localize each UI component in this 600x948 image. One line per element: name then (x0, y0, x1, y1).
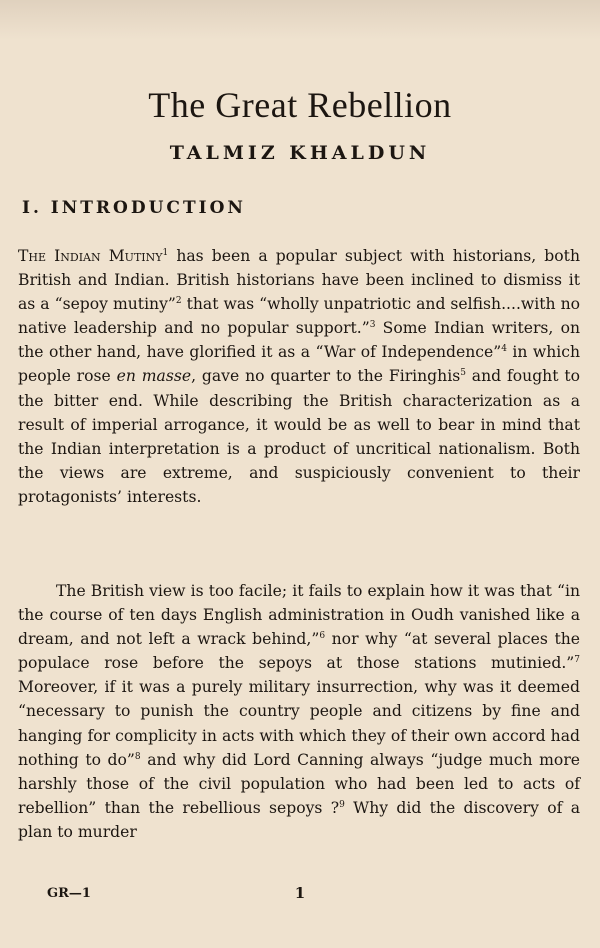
footnote-marker: 6 (319, 631, 326, 641)
body-text: and fought to the bitter end. While describing the British characterization as a result of imperial arrogance, it would be as well to bear in mind that the Indian interpretation is a product of uncritical nationalism. Both the views are extreme, and suspiciously convenient to their protagonists’ interests. (18, 367, 581, 506)
opening-words: The Indian Mutiny (18, 247, 163, 265)
footnote-marker: 2 (175, 296, 182, 306)
footnote-marker: 4 (501, 344, 507, 355)
paragraph-introduction (18, 244, 580, 509)
footnote-marker: 8 (134, 751, 141, 762)
body-text: and why did Lord Canning always “judge much more harshly those of the civil population who had been led to acts of rebellion” than the rebellious sepoys ? (18, 750, 581, 817)
footnote-marker: 9 (339, 799, 345, 810)
footnote-marker: 7 (574, 655, 580, 666)
body-text: Some Indian writers, on the other hand, have glorified it as a “War of Independence” (18, 319, 580, 362)
body-text: The British view is too facile; it fails to explain how it was that “in the course of ten days English administration in Oudh vanished like a dream, and not left a wrack behind,” (18, 582, 580, 649)
page-number: 1 (294, 884, 306, 902)
body-text: Why did the discovery of a plan to murder (18, 798, 581, 841)
section-heading: I. INTRODUCTION (22, 198, 246, 218)
body-text: Moreover, if it was a purely military insurrection, why was it deemed “necessary to punish the country people and citizens by fine and hanging for complicity in acts with which they of their own accord had nothing to do” (18, 678, 580, 769)
body-text: , gave no quarter to the Firinghis (191, 367, 461, 386)
body-text: nor why “at several places the populace rose before the sepoys at those stations mutinied.” (18, 630, 580, 673)
paragraph-british-view (18, 579, 580, 844)
footnote-marker: 1 (162, 247, 169, 258)
body-text: that was “wholly unpatriotic and selfish....with no native leadership and no popular support.” (18, 295, 580, 338)
body-text: in which people rose (18, 343, 580, 386)
article-title: The Great Rebellion (148, 85, 452, 126)
body-text: has been a popular subject with historians, both British and Indian. British historians have been inclined to dismiss it as a “sepoy mutiny” (18, 247, 580, 314)
italic-phrase: en masse (116, 367, 192, 386)
signature-mark: GR—1 (47, 886, 91, 901)
author-name: TALMIZ KHALDUN (169, 142, 431, 164)
footnote-marker: 5 (460, 368, 466, 379)
footnote-marker: 3 (369, 320, 376, 331)
